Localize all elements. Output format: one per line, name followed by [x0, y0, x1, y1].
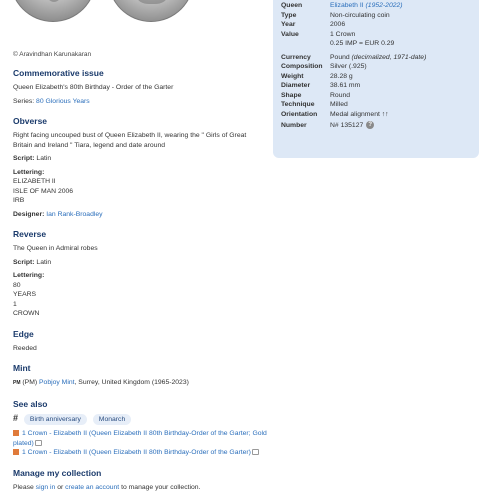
- obverse-lettering-label: Lettering:: [13, 168, 45, 176]
- manage-collection-section: [13, 468, 268, 493]
- type-label: Type: [281, 11, 297, 19]
- reverse-lettering-line: CROWN: [13, 310, 40, 317]
- manage-text: [13, 483, 268, 493]
- coin-thumbnail-icon[interactable]: [252, 449, 259, 455]
- orientation-label: Orientation: [281, 110, 318, 118]
- tag-monarch[interactable]: Monarch: [93, 414, 131, 426]
- queen-link[interactable]: Elizabeth II: [330, 2, 364, 9]
- mint-line: [13, 378, 268, 389]
- info-row-technique: [281, 100, 476, 110]
- manage-text-part: to manage your collection.: [119, 483, 201, 491]
- obverse-script-value: Latin: [36, 155, 52, 162]
- number-label: Number: [281, 122, 307, 129]
- related-coin-detail[interactable]: (Queen Elizabeth II 80th Birthday-Order of the Garter): [88, 449, 251, 456]
- number-value: N# 135127: [330, 122, 364, 129]
- coin-details-column: [13, 68, 268, 500]
- queen-bust-relief: [45, 0, 63, 2]
- tag-list: [13, 414, 268, 426]
- shape-label: Shape: [281, 91, 302, 99]
- info-row-weight: [281, 72, 476, 82]
- reverse-lettering-line: YEARS: [13, 291, 37, 298]
- mint-location: , Surrey, United Kingdom (1965-2023): [74, 379, 189, 386]
- sign-in-link[interactable]: sign in: [35, 483, 56, 491]
- weight-value: 28.28 g: [330, 72, 353, 80]
- info-row-composition: [281, 62, 476, 72]
- reverse-script-value: Latin: [36, 258, 52, 266]
- obverse-coin-image[interactable]: [10, 0, 96, 22]
- pobjoy-mint-logo: PM: [13, 380, 21, 386]
- obverse-description-line-1: Right facing uncouped bust of Queen Elizabeth II, wearing the " Girls of Great: [13, 132, 247, 139]
- reverse-script-label: Script:: [13, 258, 35, 266]
- designer-link[interactable]: Ian Rank-Broadley: [46, 210, 103, 218]
- obverse-lettering-line: ISLE OF MAN 2006: [13, 187, 74, 195]
- obverse-description-line-2: Britain and Ireland " Tiara, legend and date around: [13, 141, 166, 149]
- coin-thumbnail-icon[interactable]: [35, 440, 42, 446]
- reverse-heading: Reverse: [13, 229, 47, 239]
- hashtag-icon: #: [13, 412, 19, 423]
- info-row-type: [281, 11, 476, 21]
- value-line-1: 1 Crown: [330, 30, 356, 38]
- manage-text-part: Please: [13, 483, 36, 491]
- info-row-currency: [281, 53, 476, 63]
- weight-label: Weight: [281, 72, 304, 80]
- mint-link[interactable]: Pobjoy Mint: [39, 379, 75, 386]
- mint-code: (PM): [22, 379, 38, 386]
- composition-value: Silver (.925): [330, 63, 367, 70]
- info-row-number: [281, 121, 476, 131]
- create-account-link[interactable]: create an account: [65, 483, 120, 491]
- info-row-year: [281, 20, 476, 30]
- reverse-description: The Queen in Admiral robes: [13, 245, 98, 252]
- info-row-diameter: [281, 81, 476, 91]
- see-also-heading: See also: [13, 398, 48, 409]
- mint-section: [13, 363, 268, 389]
- edge-value: Reeded: [13, 344, 37, 352]
- info-row-shape: [281, 91, 476, 101]
- info-row-queen: [281, 1, 476, 11]
- info-row-orientation: [281, 110, 476, 120]
- technique-value: Milled: [330, 101, 348, 108]
- series-label: Series:: [13, 97, 35, 105]
- reverse-coin-image[interactable]: [108, 0, 194, 22]
- queen-label: Queen: [281, 2, 303, 9]
- designer-label: Designer:: [13, 210, 45, 218]
- currency-detail: (decimalized, 1971-date): [351, 53, 427, 61]
- queen-years-link[interactable]: (1952-2022): [365, 2, 403, 9]
- related-coin-item: [13, 448, 268, 458]
- reverse-section: [13, 229, 268, 319]
- value-label: Value: [281, 30, 299, 38]
- edge-heading: Edge: [13, 328, 34, 339]
- type-value: Non-circulating coin: [330, 11, 390, 19]
- obverse-lettering-line: IRB: [13, 197, 25, 204]
- composition-label: Composition: [281, 63, 323, 70]
- series-link[interactable]: 80 Glorious Years: [36, 97, 90, 105]
- currency-value: Pound: [330, 53, 350, 61]
- reverse-lettering-line: 1: [13, 300, 17, 308]
- manage-text-part: or: [55, 483, 66, 491]
- commemorative-description: Queen Elizabeth's 80th Birthday - Order of the Garter: [13, 84, 174, 91]
- photo-credit: © Aravindhan Karunakaran: [13, 51, 92, 58]
- obverse-script-label: Script:: [13, 155, 35, 162]
- obverse-script: [13, 154, 268, 164]
- year-label: Year: [281, 21, 296, 28]
- edge-section: [13, 329, 268, 354]
- reverse-lettering-line: 80: [13, 281, 21, 289]
- mint-heading: Mint: [13, 363, 31, 373]
- currency-label: Currency: [281, 53, 311, 61]
- shape-value: Round: [330, 91, 351, 99]
- reverse-lettering-label: Lettering:: [13, 272, 45, 279]
- series-line: [13, 97, 268, 107]
- tag-birth-anniversary[interactable]: Birth anniversary: [24, 414, 87, 426]
- orientation-value: Medal alignment ↑↑: [330, 110, 389, 118]
- help-icon[interactable]: ?: [366, 121, 374, 129]
- diameter-label: Diameter: [281, 82, 311, 89]
- coin-type-icon: [13, 449, 19, 455]
- see-also-section: [13, 399, 268, 458]
- year-value: 2006: [330, 21, 346, 28]
- obverse-lettering-line: ELIZABETH II: [13, 178, 56, 185]
- obverse-heading: Obverse: [13, 116, 48, 126]
- related-coin-link[interactable]: 1 Crown - Elizabeth II: [22, 430, 87, 437]
- manage-heading: Manage my collection: [13, 467, 102, 478]
- admiral-robes-relief: [137, 0, 167, 4]
- value-line-2: 0.25 IMP = EUR 0.29: [330, 40, 395, 47]
- info-row-value: [281, 30, 476, 49]
- reverse-script: [13, 258, 268, 268]
- obverse-section: [13, 116, 268, 219]
- technique-label: Technique: [281, 101, 315, 108]
- coin-info-panel: [273, 0, 479, 158]
- commemorative-section: [13, 68, 268, 106]
- related-coin-item: [13, 429, 268, 448]
- obverse-designer: [13, 210, 268, 220]
- related-coin-detail[interactable]: (Queen Elizabeth II 80th Birthday-Order of the Garter; Gold plated): [13, 430, 267, 447]
- related-coin-link[interactable]: 1 Crown - Elizabeth II: [22, 449, 87, 456]
- coin-type-icon: [13, 430, 19, 436]
- commemorative-heading: Commemorative issue: [13, 68, 104, 78]
- diameter-value: 38.61 mm: [330, 82, 361, 89]
